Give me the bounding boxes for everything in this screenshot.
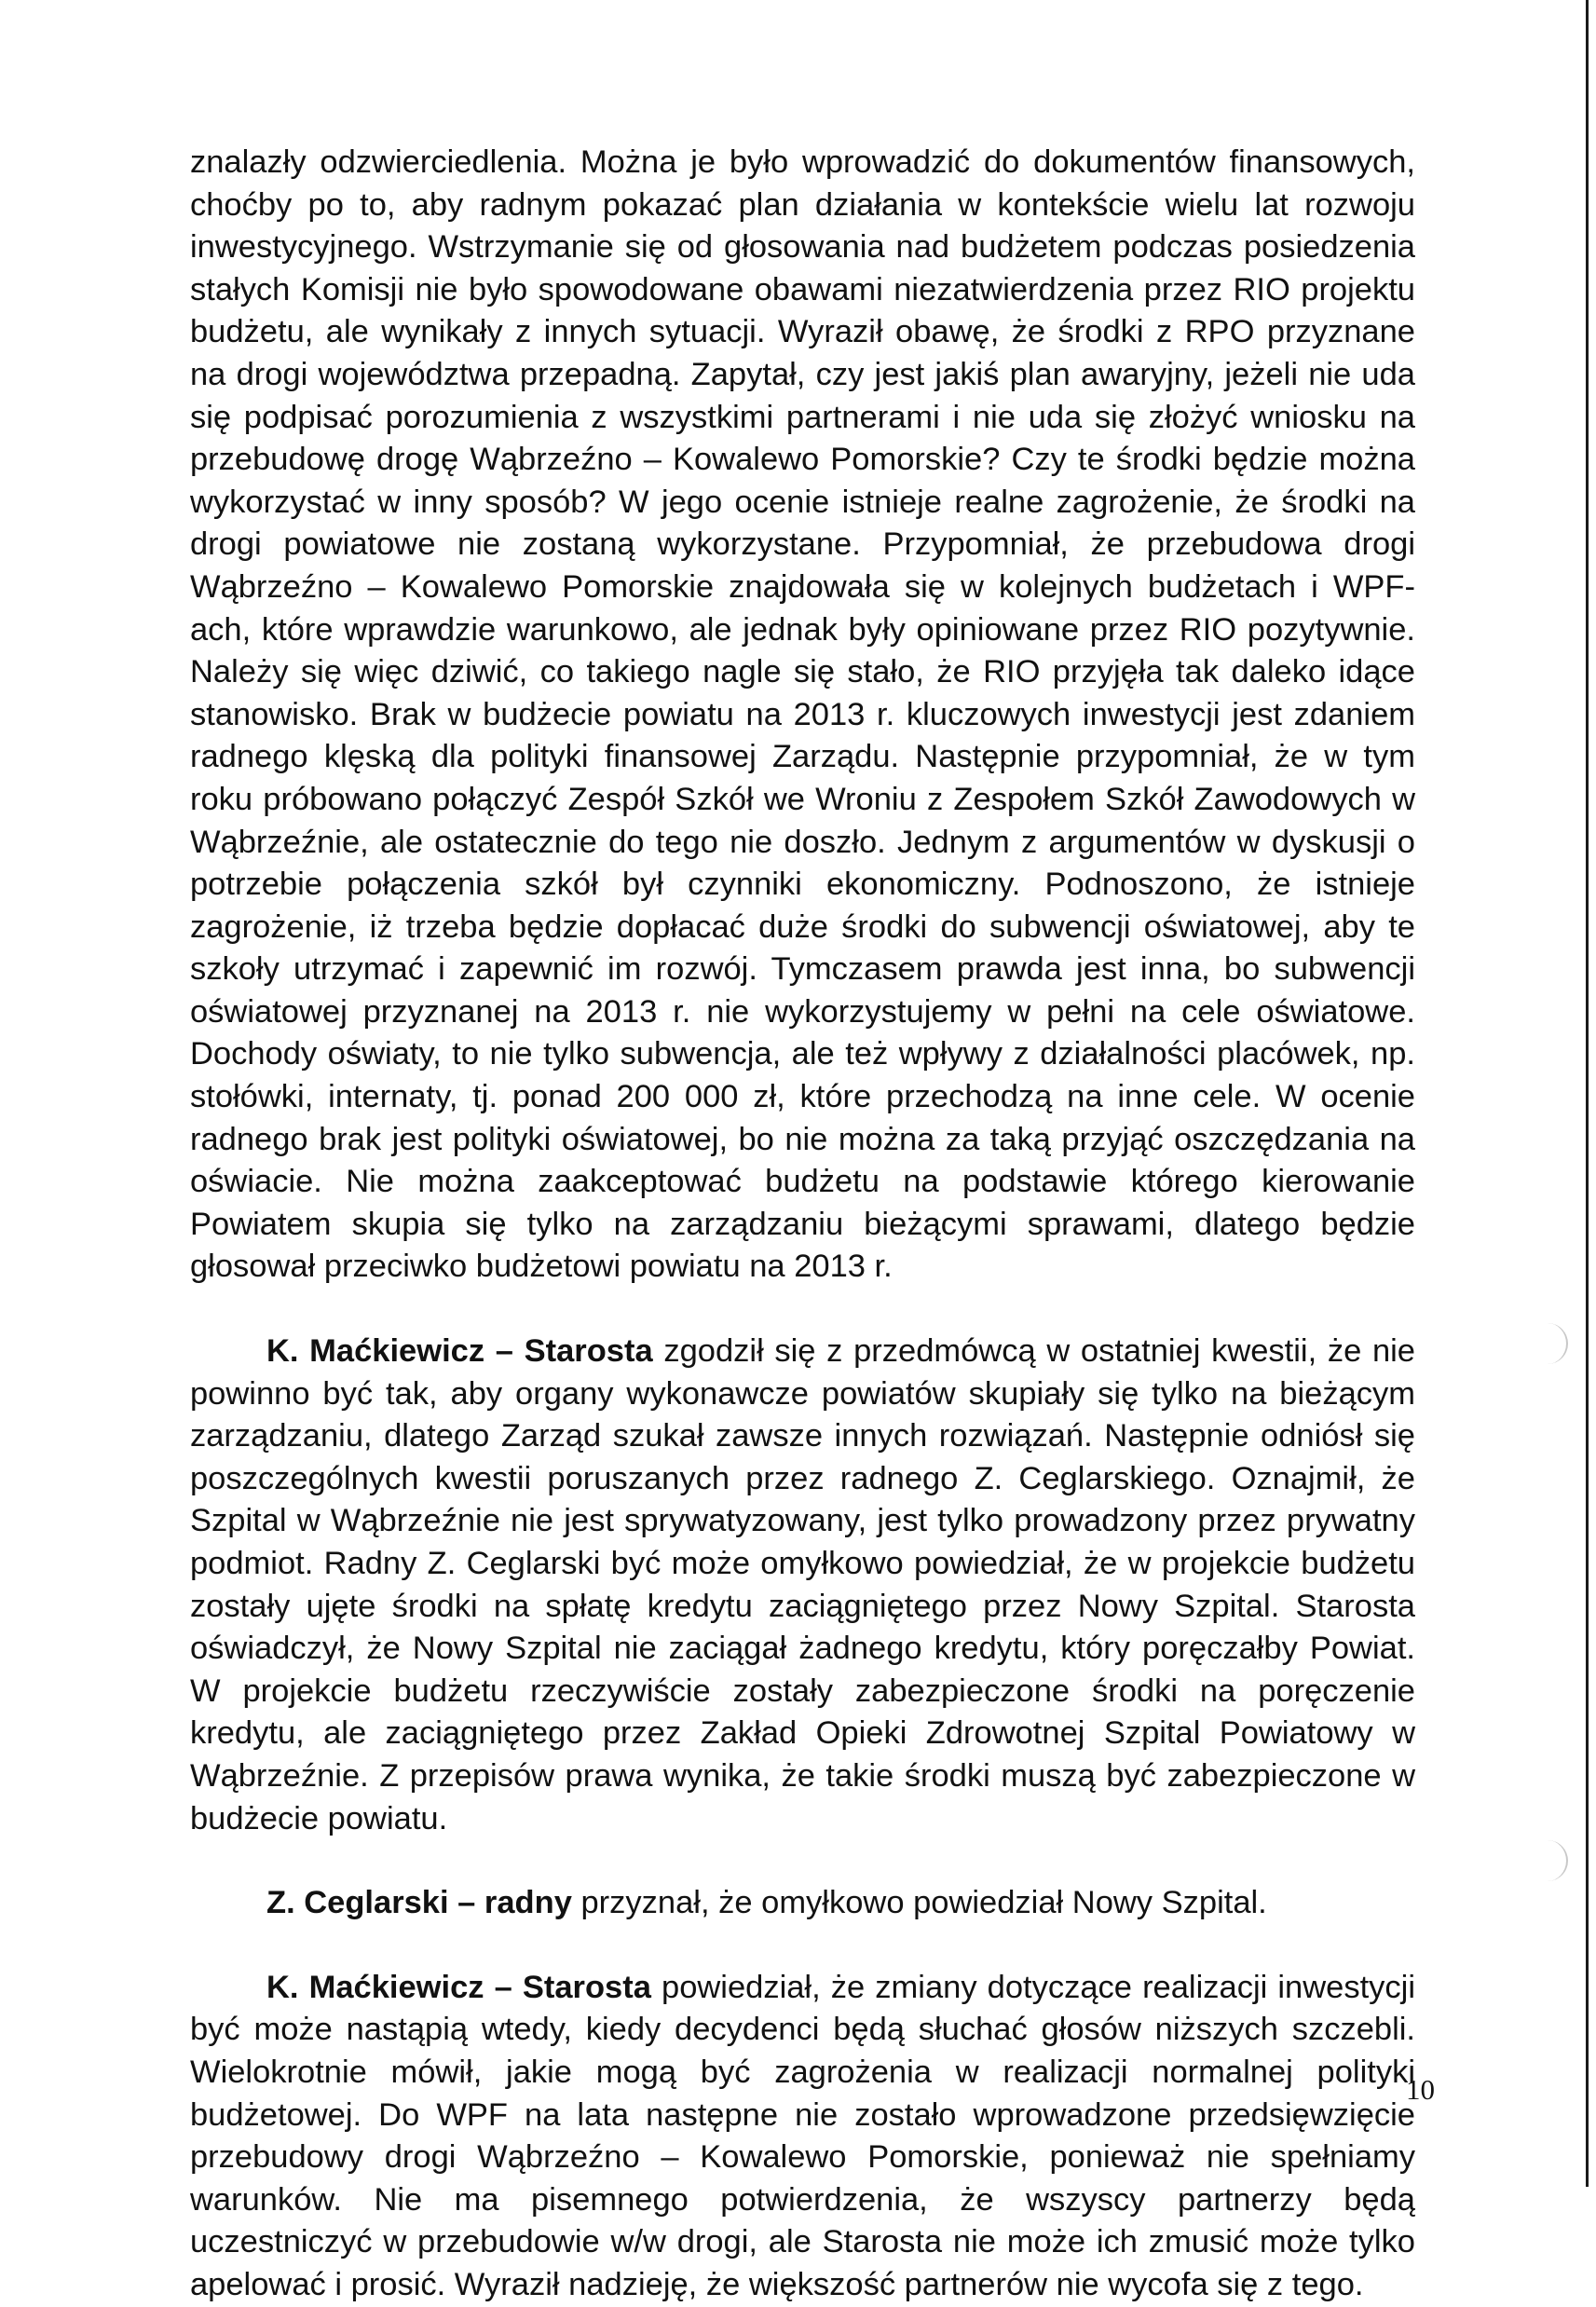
paragraph-text: powiedział, że zmiany dotyczące realizacji inwestycji być może nastąpią wtedy, kiedy decydenci będą słuchać głosów niższych szczebli. Wielokrotnie mówił, jakie mogą być zagrożenia w realizacji normalnej polityki budżetowej. Do WPF na lata następne nie zostało wprowadzone przedsięwzięcie przebudowy drogi Wąbrzeźno – Kowalewo Pomorskie, ponieważ nie spełniamy warunków. Nie ma pisemnego potwierdzenia, że wszyscy partnerzy będą uczestniczyć w przebudowie w/w drogi, ale Starosta nie może ich zmusić może tylko apelować i prosić. Wyraził nadzieję, że większość partnerów nie wycofa się z tego. <box>190 1969 1415 2302</box>
paragraph-starosta-response <box>190 1331 1415 1840</box>
speaker-name: Z. Ceglarski – radny <box>266 1885 572 1921</box>
page-number: 10 <box>1406 2073 1435 2106</box>
scan-margin-mark <box>1542 1840 1568 1881</box>
scan-margin-mark <box>1542 1323 1568 1364</box>
paragraph-starosta-second <box>190 1967 1415 2307</box>
speaker-name: K. Maćkiewicz – Starosta <box>266 1969 651 2005</box>
document-body <box>190 142 1415 2307</box>
scan-page-edge <box>1586 0 1589 2187</box>
paragraph-ceglarski-reply <box>190 1882 1415 1925</box>
speaker-name: K. Maćkiewicz – Starosta <box>266 1333 653 1370</box>
paragraph-text: znalazły odzwierciedlenia. Można je było wprowadzić do dokumentów finansowych, choćby po to, aby radnym pokazać plan działania w kontekście wielu lat rozwoju inwestycyjnego. Wstrzymanie się od głosowania nad budżetem podczas posiedzenia stałych Komisji nie było spowodowane obawami niezatwierdzenia przez RIO projektu budżetu, ale wynikały z innych sytuacji. Wyraził obawę, że środki z RPO przyznane na drogi województwa przepadną. Zapytał, czy jest jakiś plan awaryjny, jeżeli nie uda się podpisać porozumienia z wszystkimi partnerami i nie uda się złożyć wniosku na przebudowę drogę Wąbrzeźno – Kowalewo Pomorskie? Czy te środki będzie można wykorzystać w inny sposób? W jego ocenie istnieje realne zagrożenie, że środki na drogi powiatowe nie zostaną wykorzystane. Przypomniał, że przebudowa drogi Wąbrzeźno – Kowalewo Pomorskie znajdowała się w kolejnych budżetach i WPF-ach, które wprawdzie warunkowo, ale jednak były opiniowane przez RIO pozytywnie. Należy się więc dziwić, co takiego nagle się stało, że RIO przyjęła tak daleko idące stanowisko. Brak w budżecie powiatu na 2013 r. kluczowych inwestycji jest zdaniem radnego klęską dla polityki finansowej Zarządu. Następnie przypomniał, że w tym roku próbowano połączyć Zespół Szkół we Wroniu z Zespołem Szkół Zawodowych w Wąbrzeźnie, ale ostatecznie do tego nie doszło. Jednym z argumentów w dyskusji o potrzebie połączenia szkół był czynniki ekonomiczny. Podnoszono, że istnieje zagrożenie, iż trzeba będzie dopłacać duże środki do subwencji oświatowej, aby te szkoły utrzymać i zapewnić im rozwój. Tymczasem prawda jest inna, bo subwencji oświatowej przyznanej na 2013 r. nie wykorzystujemy w pełni na cele oświatowe. Dochody oświaty, to nie tylko subwencja, ale też wpływy z działalności placówek, np. stołówki, internaty, tj. ponad 200 000 zł, które przechodzą na inne cele. W ocenie radnego brak jest polityki oświatowej, bo nie można za taką przyjąć oszczędzania na oświacie. Nie można zaakceptować budżetu na podstawie którego kierowanie Powiatem skupia się tylko na zarządzaniu bieżącymi sprawami, dlatego będzie głosował przeciwko budżetowi powiatu na 2013 r. <box>190 144 1415 1285</box>
paragraph-continuation <box>190 142 1415 1289</box>
paragraph-text: przyznał, że omyłkowo powiedział Nowy Szpital. <box>571 1885 1267 1921</box>
paragraph-text: zgodził się z przedmówcą w ostatniej kwestii, że nie powinno być tak, aby organy wykonawcze powiatów skupiały się tylko na bieżącym zarządzaniu, dlatego Zarząd szukał zawsze innych rozwiązań. Następnie odniósł się poszczególnych kwestii poruszanych przez radnego Z. Ceglarskiego. Oznajmił, że Szpital w Wąbrzeźnie nie jest sprywatyzowany, jest tylko prowadzony przez prywatny podmiot. Radny Z. Ceglarski być może omyłkowo powiedział, że w projekcie budżetu zostały ujęte środki na spłatę kredytu zaciągniętego przez Nowy Szpital. Starosta oświadczył, że Nowy Szpital nie zaciągał żadnego kredytu, który poręczałby Powiat. W projekcie budżetu rzeczywiście zostały zabezpieczone środki na poręczenie kredytu, ale zaciągniętego przez Zakład Opieki Zdrowotnej Szpital Powiatowy w Wąbrzeźnie. Z przepisów prawa wynika, że takie środki muszą być zabezpieczone w budżecie powiatu. <box>190 1333 1415 1836</box>
